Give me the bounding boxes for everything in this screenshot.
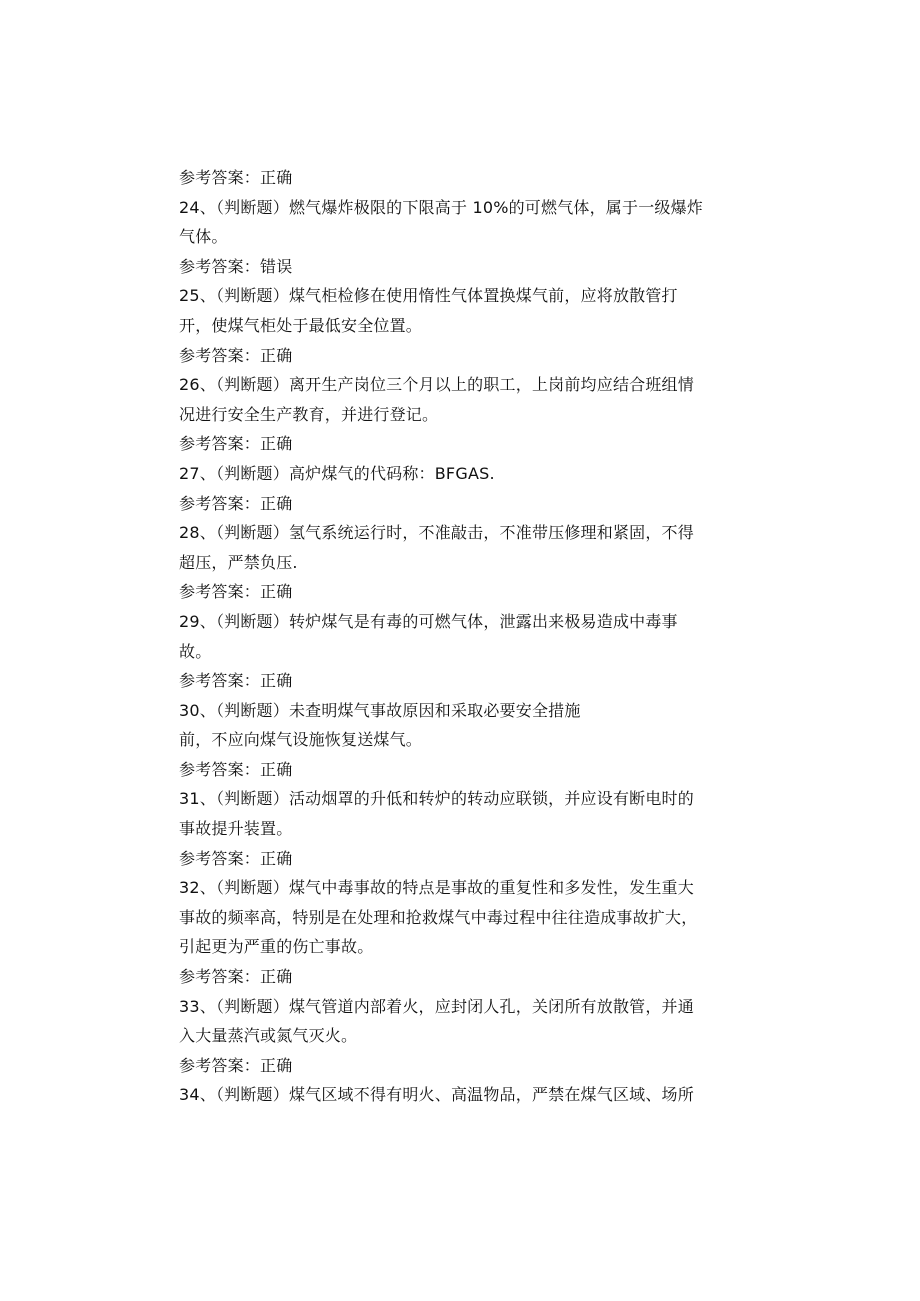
question-24-cont: 气体。 <box>179 227 228 247</box>
question-30: 30、（判断题）未查明煤气事故原因和采取必要安全措施 <box>179 700 581 720</box>
question-29-cont: 故。 <box>179 641 212 661</box>
answer-24: 参考答案：错误 <box>179 256 293 276</box>
answer-25: 参考答案：正确 <box>179 345 293 365</box>
question-25-cont: 开，使煤气柜处于最低安全位置。 <box>179 315 423 335</box>
answer-28: 参考答案：正确 <box>179 582 293 602</box>
question-34: 34、（判断题）煤气区域不得有明火、高温物品，严禁在煤气区域、场所 <box>179 1085 694 1105</box>
answer-line: 参考答案：正确 <box>179 168 293 187</box>
question-33-cont: 入大量蒸汽或氮气灭火。 <box>179 1026 358 1046</box>
question-33: 33、（判断题）煤气管道内部着火，应封闭人孔，关闭所有放散管，并通 <box>179 996 694 1016</box>
answer-32: 参考答案：正确 <box>179 967 293 987</box>
question-26: 26、（判断题）离开生产岗位三个月以上的职工，上岗前均应结合班组情 <box>179 375 694 395</box>
answer-33: 参考答案：正确 <box>179 1055 293 1075</box>
answer-31: 参考答案：正确 <box>179 848 293 868</box>
answer-27: 参考答案：正确 <box>179 493 293 513</box>
answer-26: 参考答案：正确 <box>179 434 293 454</box>
question-32-cont: 事故的频率高，特别是在处理和抢救煤气中毒过程中往往造成事故扩大， <box>179 907 698 927</box>
question-28-cont: 超压，严禁负压. <box>179 552 298 572</box>
answer-30: 参考答案：正确 <box>179 759 293 779</box>
document-body <box>179 163 739 1110</box>
question-30-cont: 前，不应向煤气设施恢复送煤气。 <box>179 730 423 750</box>
question-25: 25、（判断题）煤气柜检修在使用惰性气体置换煤气前，应将放散管打 <box>179 286 678 306</box>
question-28: 28、（判断题）氢气系统运行时，不准敲击，不准带压修理和紧固，不得 <box>179 523 694 543</box>
question-26-cont: 况进行安全生产教育，并进行登记。 <box>179 404 439 424</box>
answer-29: 参考答案：正确 <box>179 671 293 691</box>
question-27: 27、（判断题）高炉煤气的代码称：BFGAS. <box>179 463 495 483</box>
question-24: 24、（判断题）燃气爆炸极限的下限高于 10%的可燃气体，属于一级爆炸 <box>179 197 704 217</box>
question-31: 31、（判断题）活动烟罩的升低和转炉的转动应联锁，并应设有断电时的 <box>179 789 694 809</box>
question-29: 29、（判断题）转炉煤气是有毒的可燃气体，泄露出来极易造成中毒事 <box>179 611 678 631</box>
question-31-cont: 事故提升装置。 <box>179 819 293 839</box>
question-32: 32、（判断题）煤气中毒事故的特点是事故的重复性和多发性，发生重大 <box>179 878 694 898</box>
question-32-cont-2: 引起更为严重的伤亡事故。 <box>179 937 374 957</box>
